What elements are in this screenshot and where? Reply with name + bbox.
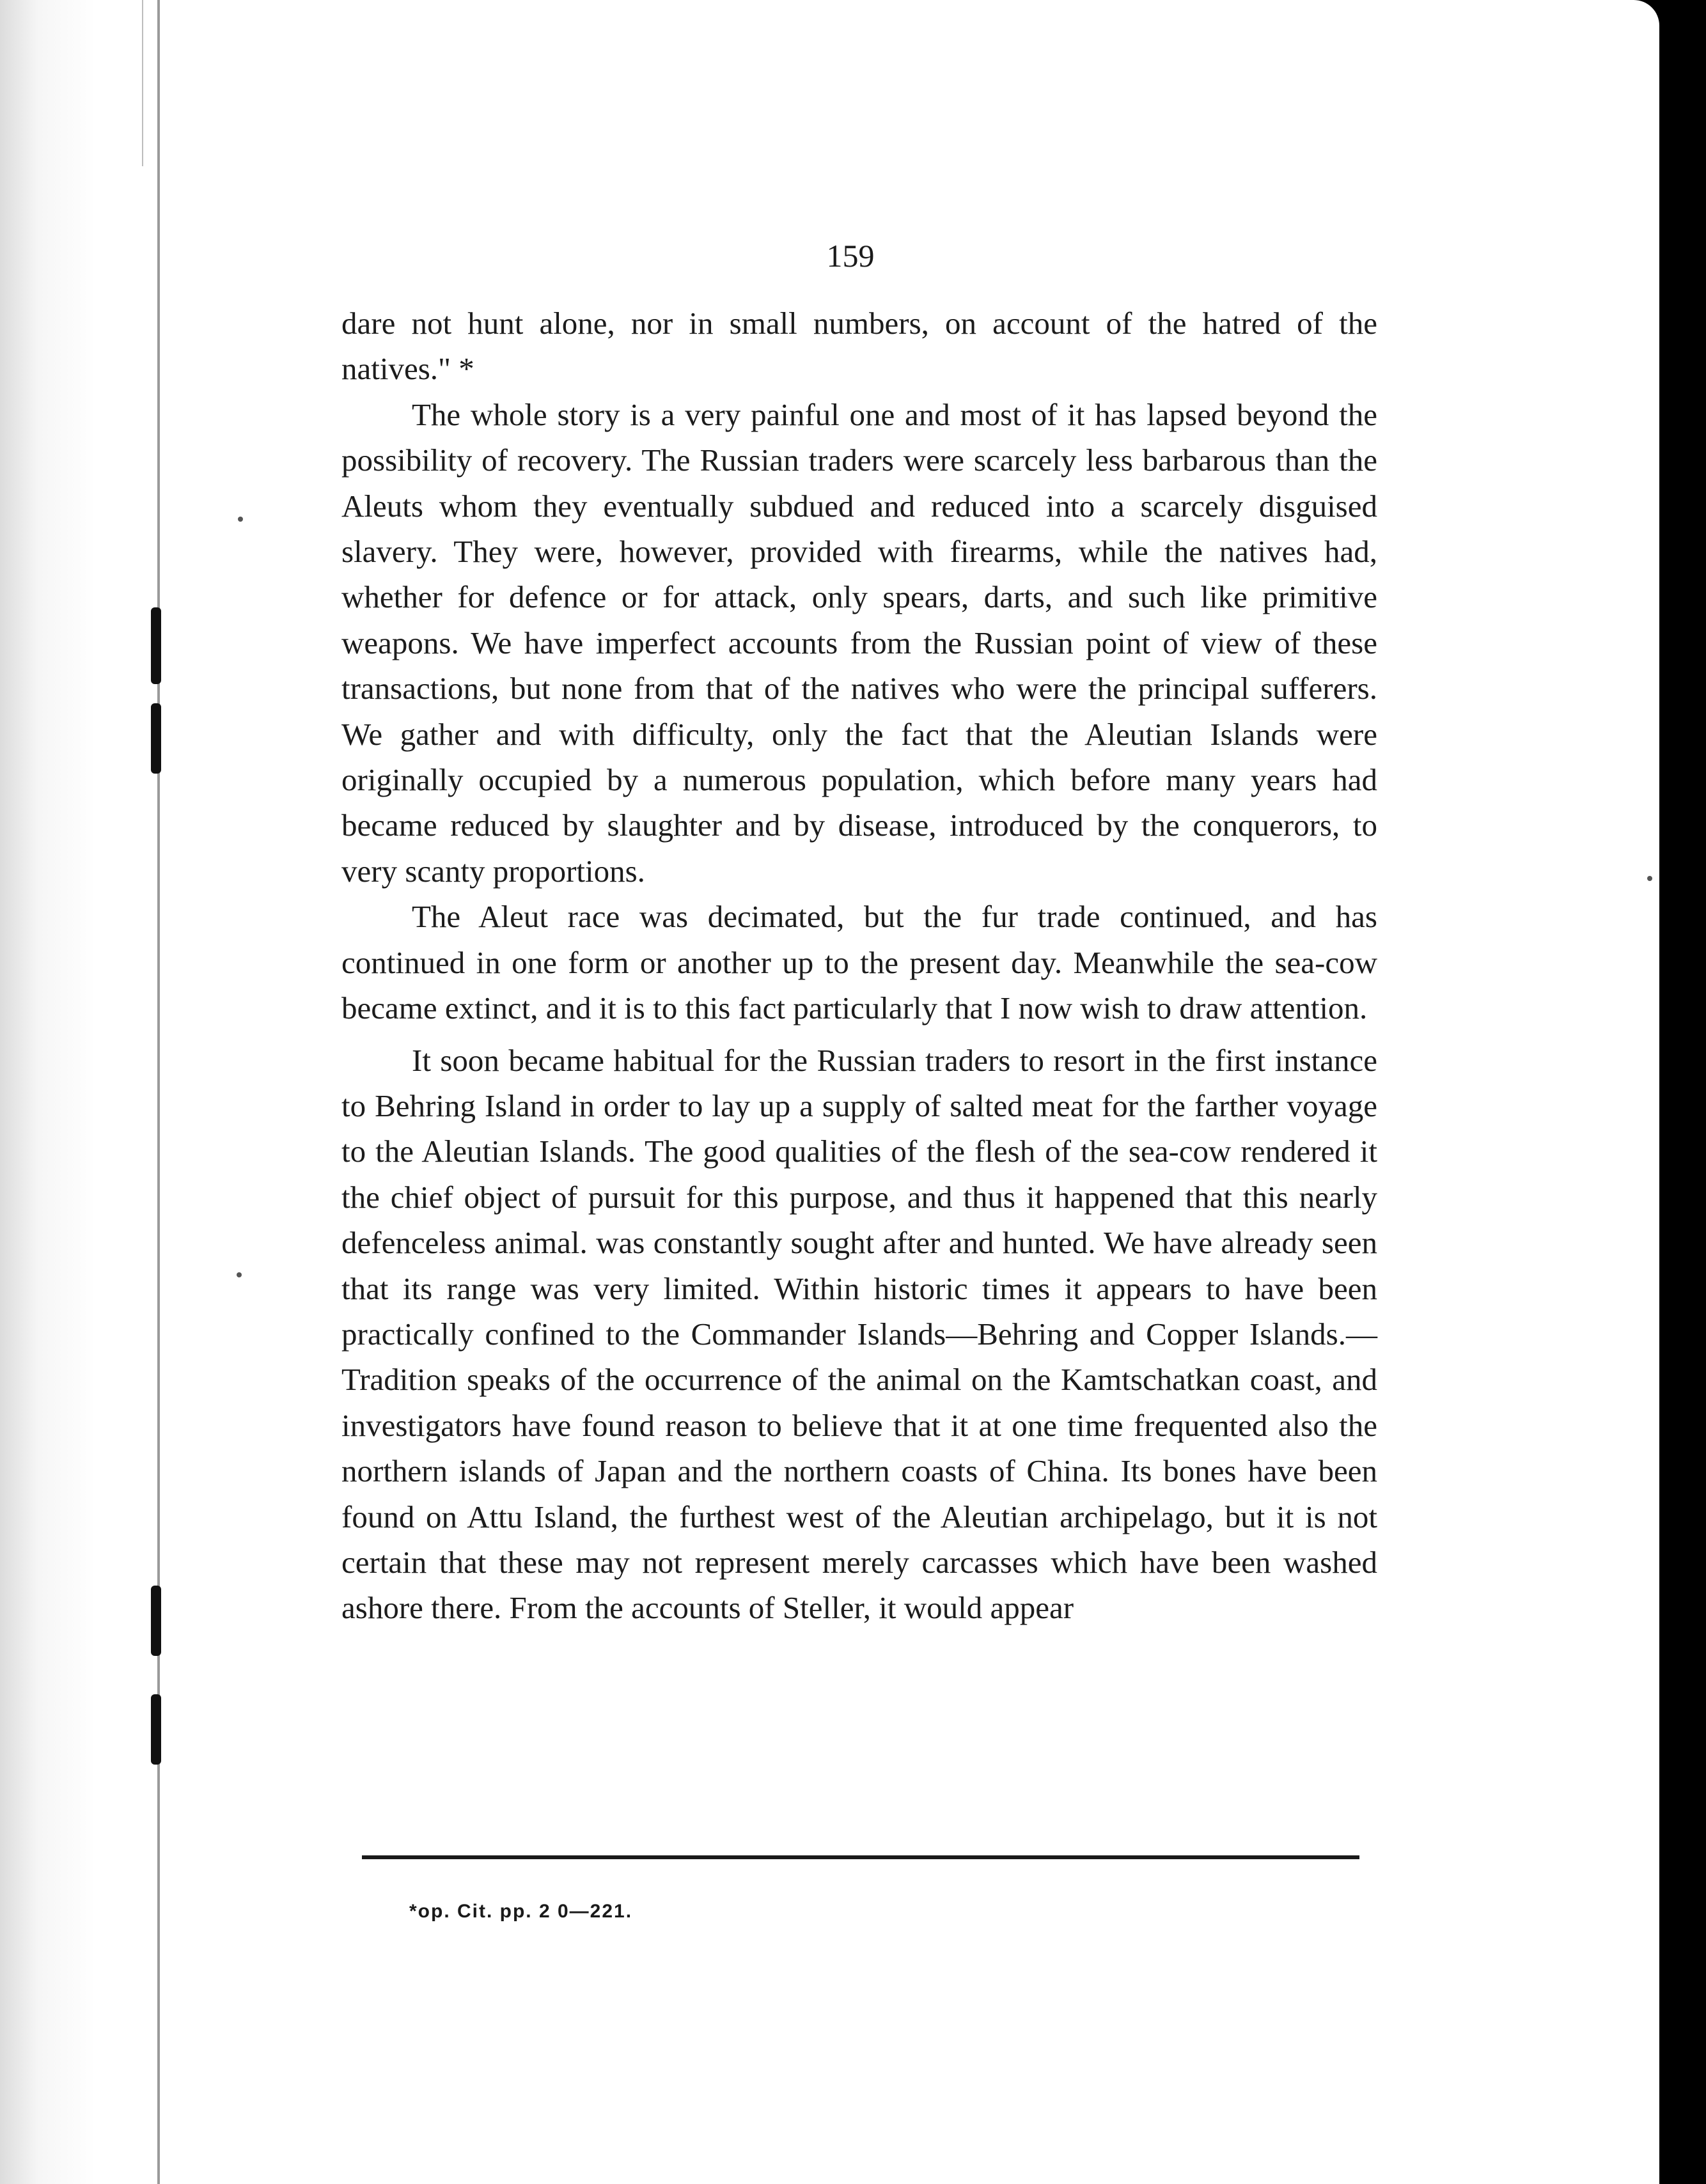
paragraph-3: The Aleut race was decimated, but the fur trade continued, and has continued in one form or another up to the present day. Meanwhile the sea-cow became extinct, and it is to this fact particularly that I now wish to draw attention. [341, 899, 1377, 1026]
binding-fold-line [157, 0, 160, 2184]
paragraph-4: It soon became habitual for the Russian traders to resort in the first instance to Behring Island in order to lay up a supply of salted meat for the farther voyage to the Aleutian Islands. The good qualities of the flesh of the sea-cow rendered it the chief object of pursuit for this purpose, and thus it happened that this nearly defenceless animal. was constantly sought after and hunted. We have already seen that its range was very limited. Within historic times it appears to have been practically confined to the Commander Islands—Behring and Copper Islands.—Tradition speaks of the occurrence of the animal on the Kamtschatkan coast, and investigators have found reason to believe that it at one time frequented also the northern islands of Japan and the northern coasts of China. Its bones have been found on Attu Island, the furthest west of the Aleutian archipelago, but it is not certain that these may not represent merely carcasses which have been washed ashore there. From the accounts of Steller, it would appear [341, 1042, 1377, 1626]
staple-mark-1 [151, 607, 161, 684]
scan-speck [237, 1272, 242, 1277]
paragraph-2: The whole story is a very painful one and most of it has lapsed beyond the possibility of recovery. The Russian traders were scarcely less barbarous than the Aleuts whom they eventually subdued and reduced into a scarcely disguised slavery. They were, however, provided with firearms, while the natives had, whether for defence or for attack, only spears, darts, and such like primitive weapons. We have imperfect accounts from the Russian point of view of these transactions, but none from that of the natives who were the principal sufferers. We gather and with difficulty, only the fact that the Aleutian Islands were originally occupied by a numerous population, which before many years had became reduced by slaughter and by disease, introduced by the conquerors, to very scanty proportions. [341, 396, 1377, 889]
body-text [341, 300, 1377, 1631]
staple-mark-3 [151, 1586, 161, 1656]
page-number: 159 [826, 238, 875, 274]
scan-speck [238, 517, 243, 522]
scan-speck [1647, 876, 1652, 881]
binding-edge-line [142, 0, 143, 166]
footnote-rule [362, 1855, 1359, 1859]
paragraph-1: dare not hunt alone, nor in small numbers, on account of the hatred of the natives." * [341, 306, 1377, 387]
staple-mark-4 [151, 1694, 161, 1765]
staple-mark-2 [151, 703, 161, 774]
footnote: *op. Cit. pp. 2 0—221. [409, 1901, 633, 1922]
